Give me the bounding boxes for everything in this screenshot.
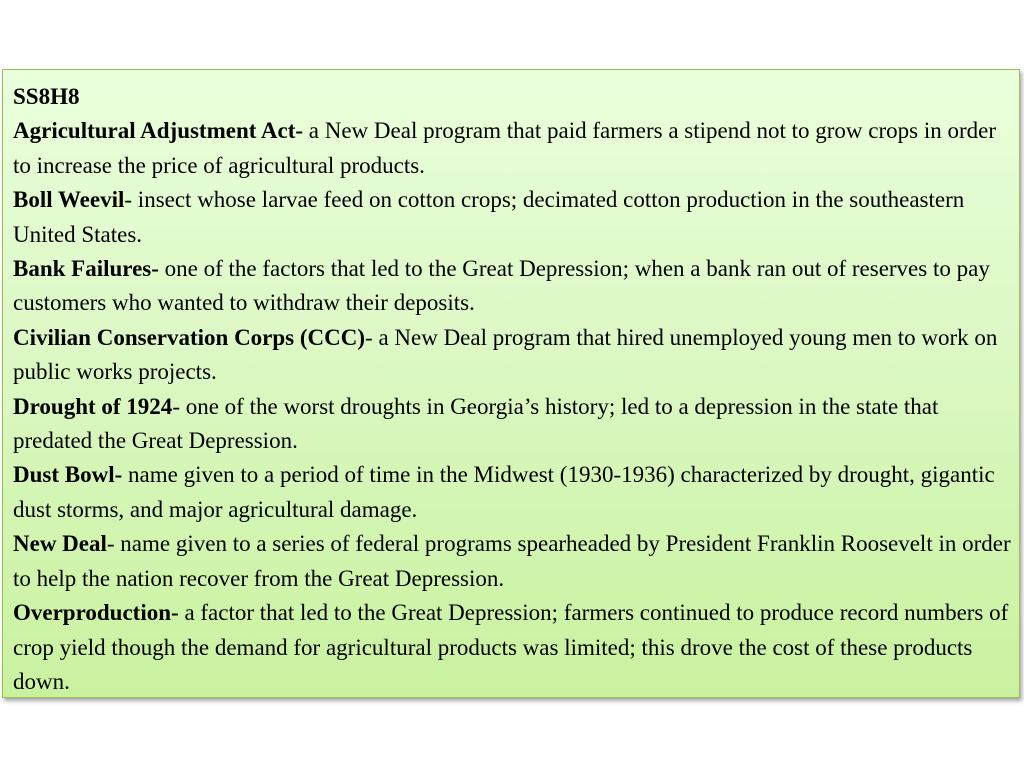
glossary-entry-bank-failures [13,252,1013,321]
term: Bank Failures- [13,256,159,282]
glossary-box [2,69,1020,698]
term: Boll Weevil [13,187,125,213]
definition: - insect whose larvae feed on cotton crops; decimated cotton production in the southeastern United States. [13,187,965,247]
term: Overproduction- [13,600,179,626]
glossary-entry-new-deal [13,527,1013,596]
term: Agricultural Adjustment Act- [13,118,304,144]
term: New Deal [13,531,107,557]
glossary-entry-dust-bowl [13,458,1013,527]
definition: a factor that led to the Great Depression; farmers continued to produce record numbers of crop yield though the demand for agricultural products was limited; this drove the cost of these products down. [13,600,1009,694]
definition: - name given to a series of federal programs spearheaded by President Franklin Roosevelt in order to help the nation recover from the Great Depression. [13,531,1011,591]
definition: one of the factors that led to the Great Depression; when a bank ran out of reserves to pay customers who wanted to withdraw their deposits. [13,256,990,316]
glossary-entry-civilian-conservation-corps [13,321,1013,390]
glossary-entry-agricultural-adjustment-act [13,114,1013,183]
term: Drought of 1924 [13,393,173,419]
glossary-entry-drought-of-1924 [13,390,1013,459]
term: Dust Bowl- [13,462,123,488]
definition: - a New Deal program that hired unemployed young men to work on public works projects. [13,324,998,385]
term: Civilian Conservation Corps (CCC) [13,324,366,350]
definition: - one of the worst droughts in Georgia’s history; led to a depression in the state that predated the Great Depression. [13,393,939,454]
standard-code: SS8H8 [13,84,80,109]
glossary-entry-overproduction [13,596,1013,699]
glossary-entry-boll-weevil [13,183,1013,252]
definition: a New Deal program that paid farmers a stipend not to grow crops in order to increase the price of agricultural products. [13,118,997,178]
definition: name given to a period of time in the Midwest (1930-1936) characterized by drought, gigantic dust storms, and major agricultural damage. [13,462,995,522]
